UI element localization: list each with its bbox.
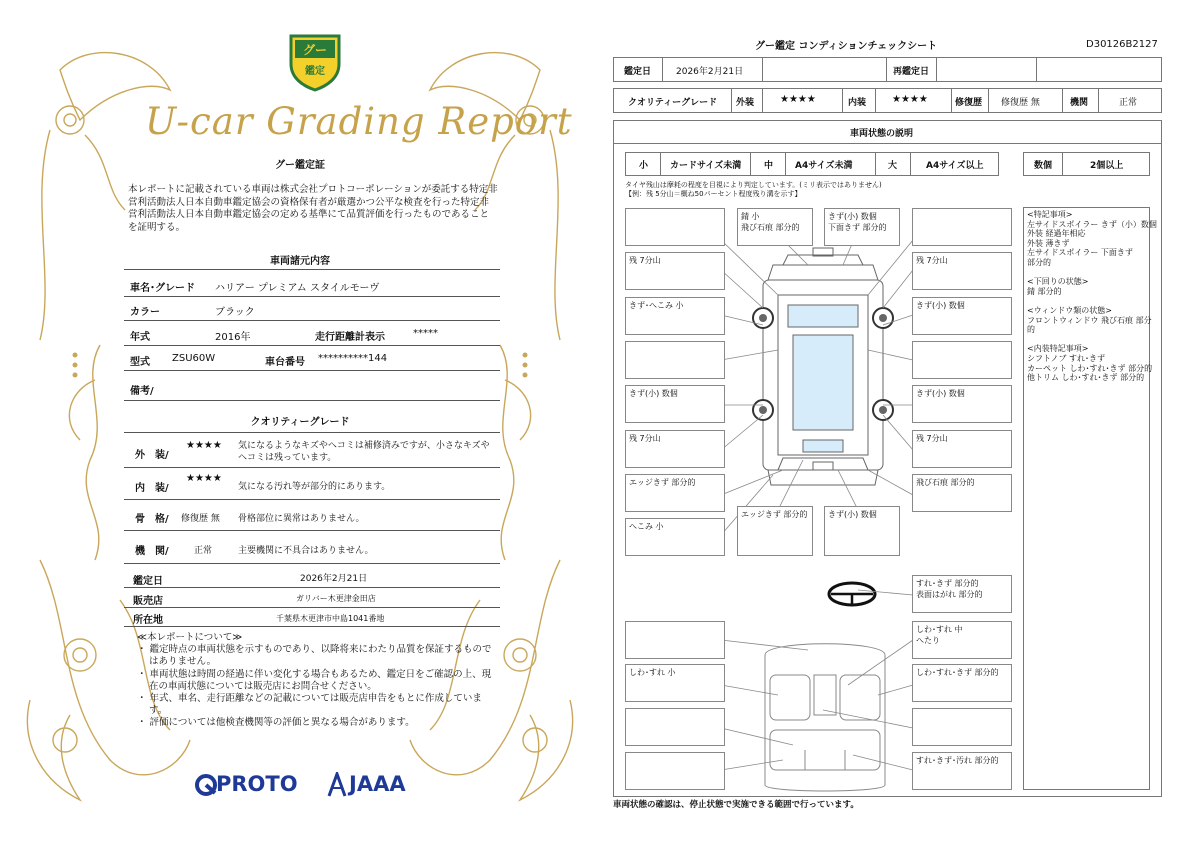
- note-line: 左サイドスポイラー きず（小）数個: [1027, 219, 1157, 229]
- quality-section-title: クオリティーグレード: [250, 417, 350, 428]
- diag-right-3: きず(小) 数個: [912, 297, 1012, 335]
- engine-grade-value: 正常: [1119, 98, 1138, 108]
- diag-left-6: 残 7分山: [625, 430, 725, 468]
- note-line: <ウィンドウ類の状態>: [1027, 305, 1112, 315]
- note-item: ・ 鑑定時点の車両状態を示すものであり、以降将来にわたり品質を保証するものではありません。: [137, 644, 492, 668]
- sheet-date-label: 鑑定日: [624, 67, 652, 77]
- jaaa-logo-icon: [327, 772, 347, 798]
- mileage-value: *****: [413, 328, 438, 339]
- diag-int-left-2: しわ･すれ 小: [625, 664, 725, 702]
- diag-bottom-2: きず(小) 数個: [824, 506, 900, 556]
- svg-text:グー: グー: [302, 43, 328, 57]
- tire-note-example: 【例：残 5分山＝概ね50パーセント程度残り溝を示す】: [625, 190, 802, 198]
- engine-grade-label: 機関: [1070, 98, 1089, 108]
- note-line: カーペット しわ･すれ･きず 部分的: [1027, 363, 1153, 373]
- reinspect-date-label: 再鑑定日: [893, 67, 930, 77]
- sheet-date-value: 2026年2月21日: [676, 67, 744, 77]
- chassis-value: **********144: [318, 353, 388, 364]
- car-name-label: 車名･グレード: [130, 283, 195, 294]
- note-item: ・ 評価については他検査機関等の評価と異なる場合があります。: [137, 717, 415, 729]
- model-label: 型式: [130, 357, 150, 368]
- note-line: フロントウィンドウ 飛び石痕 部分的: [1027, 315, 1152, 335]
- notes-title: ≪本レポートについて≫: [137, 632, 243, 643]
- diag-right-6: 残 7分山: [912, 430, 1012, 468]
- legend-large-desc: A4サイズ以上: [926, 161, 984, 171]
- exterior-stars: ★★★★: [186, 440, 222, 451]
- sheet-title: グー鑑定 コンディションチェックシート: [755, 41, 938, 52]
- legend-small-desc: カードサイズ未満: [670, 161, 742, 171]
- color-label: カラー: [130, 307, 160, 318]
- legend-medium-desc: A4サイズ未満: [795, 161, 853, 171]
- diag-right-7: 飛び石痕 部分的: [912, 474, 1012, 512]
- engine-label: 機 関/: [135, 546, 169, 557]
- repair-history-value: 修復歴 無: [1001, 98, 1040, 108]
- document-id: D30126B2127: [1086, 39, 1158, 50]
- note-line: 部分的: [1027, 257, 1051, 267]
- address-value: 千葉県木更津市中島1041番地: [276, 614, 385, 623]
- spec-section-title: 車両諸元内容: [270, 256, 330, 267]
- dealer-value: ガリバー木更津金田店: [296, 594, 376, 603]
- note-line: 左サイドスポイラー 下面きず: [1027, 248, 1133, 258]
- note-line: 外装 経過年相応: [1027, 229, 1086, 239]
- diag-left-4: [625, 341, 725, 379]
- goo-badge-icon: [285, 30, 345, 92]
- exterior-text: 気になるようなキズやヘコミは補修済みですが、小さなキズやヘコミは残っています。: [238, 441, 490, 463]
- note-line: 錆 部分的: [1027, 286, 1062, 296]
- jaaa-logo-text: JAAA: [349, 772, 406, 796]
- dealer-label: 販売店: [133, 596, 163, 607]
- diag-left-2: 残 7分山: [625, 252, 725, 290]
- engine-text: 主要機関に不具合はありません。: [238, 546, 374, 556]
- frame-label: 骨 格/: [135, 514, 169, 525]
- mileage-label: 走行距離計表示: [315, 332, 385, 343]
- sheet-footnote: 車両状態の確認は、停止状態で実施できる範囲で行っています。: [613, 800, 859, 810]
- note-line: <下回りの状態>: [1027, 277, 1089, 287]
- diag-right-4: [912, 341, 1012, 379]
- certificate-text: 本レポートに記載されている車両は株式会社プロトコーポレーションが委託する特定非営利活動法人日本自動車鑑定協会の資格保有者が厳選かつ公平な検査を行った特定非営利活動法人日本自動車鑑定協会の定める基準にて品質評価を行ったものであることを証明する。: [128, 184, 498, 233]
- condition-title: 車両状態の説明: [850, 129, 914, 139]
- spacer: [1027, 296, 1157, 306]
- frame-text: 骨格部位に異常はありません。: [238, 514, 365, 524]
- exterior-label: 外 装/: [135, 450, 169, 461]
- tire-note: タイヤ残山は摩耗の程度を目視により判定しています。(ミリ表示ではありません): [625, 181, 882, 189]
- diag-right-5: きず(小) 数個: [912, 385, 1012, 423]
- diag-int-right-2: しわ･すれ 中 へたり: [912, 621, 1012, 659]
- year-label: 年式: [130, 332, 150, 343]
- interior-grade-stars: ★★★★: [892, 94, 928, 105]
- interior-text: 気になる汚れ等が部分的にあります。: [238, 482, 391, 492]
- legend-small: 小: [639, 161, 649, 171]
- report-notes: [137, 632, 497, 730]
- legend-medium: 中: [764, 161, 774, 171]
- car-name-value: ハリアー プレミアム スタイルモーヴ: [215, 283, 380, 294]
- spacer: [1027, 335, 1157, 345]
- diag-left-1: [625, 208, 725, 246]
- proto-logo-icon: [195, 773, 217, 797]
- proto-logo-text: PROTO: [216, 772, 298, 796]
- note-line: <内装特記事項>: [1027, 344, 1089, 354]
- diag-bottom-1: エッジきず 部分的: [737, 506, 813, 556]
- interior-grade-label: 内装: [848, 98, 867, 108]
- special-notes: [1027, 210, 1157, 383]
- remarks-label: 備考/: [130, 386, 154, 397]
- note-line: シフトノブ すれ･きず: [1027, 353, 1106, 363]
- repair-history-label: 修復歴: [955, 98, 983, 108]
- diag-right-1: [912, 208, 1012, 246]
- color-value: ブラック: [215, 307, 255, 318]
- address-label: 所在地: [133, 615, 163, 626]
- note-item: ・ 車両状態は時間の経過に伴い変化する場合もあるため、鑑定日をご確認の上、現在の車両状態については販売店にお問合せください。: [137, 668, 492, 692]
- chassis-label: 車台番号: [265, 357, 305, 368]
- spacer: [1027, 268, 1157, 278]
- year-value: 2016年: [215, 332, 251, 343]
- diag-int-right-4: [912, 708, 1012, 746]
- diag-top-2: きず(小) 数個 下面きず 部分的: [824, 208, 900, 246]
- diag-int-left-4: [625, 752, 725, 790]
- inspection-date-label: 鑑定日: [133, 576, 163, 587]
- diag-left-8: へこみ 小: [625, 518, 725, 556]
- svg-text:鑑定: 鑑定: [305, 66, 325, 77]
- inspection-date-value: 2026年2月21日: [300, 574, 368, 584]
- legend-count: 数個: [1034, 161, 1053, 171]
- note-line: 他トリム しわ･すれ･きず 部分的: [1027, 373, 1145, 383]
- diag-left-5: きず(小) 数個: [625, 385, 725, 423]
- diag-right-2: 残 7分山: [912, 252, 1012, 290]
- exterior-grade-label: 外装: [736, 98, 755, 108]
- legend-large: 大: [888, 161, 898, 171]
- interior-stars: ★★★★: [186, 473, 222, 484]
- certificate-title: グー鑑定証: [275, 160, 325, 171]
- note-line: 外装 薄きず: [1027, 238, 1070, 248]
- exterior-grade-stars: ★★★★: [780, 94, 816, 105]
- diag-left-7: エッジきず 部分的: [625, 474, 725, 512]
- note-item: ・ 年式、車名、走行距離などの記載については販売店申告をもとに作成しています。: [137, 693, 482, 717]
- note-line: <特記事項>: [1027, 210, 1073, 219]
- frame-value: 修復歴 無: [181, 514, 220, 524]
- model-value: ZSU60W: [172, 353, 216, 364]
- diag-int-left-3: [625, 708, 725, 746]
- diag-top-1: 錆 小 飛び石痕 部分的: [737, 208, 813, 246]
- diag-int-right-3: しわ･すれ･きず 部分的: [912, 664, 1012, 702]
- diag-int-right-5: すれ･きず･汚れ 部分的: [912, 752, 1012, 790]
- diag-left-3: きず･へこみ 小: [625, 297, 725, 335]
- report-script-title: U-car Grading Report: [145, 100, 573, 143]
- legend-count-desc: 2個以上: [1090, 161, 1124, 171]
- quality-grade-label: クオリティーグレード: [628, 98, 718, 108]
- interior-label: 内 装/: [135, 483, 169, 494]
- diag-int-right-1: すれ･きず 部分的 表面はがれ 部分的: [912, 575, 1012, 613]
- engine-value: 正常: [194, 546, 213, 556]
- diag-int-left-1: [625, 621, 725, 659]
